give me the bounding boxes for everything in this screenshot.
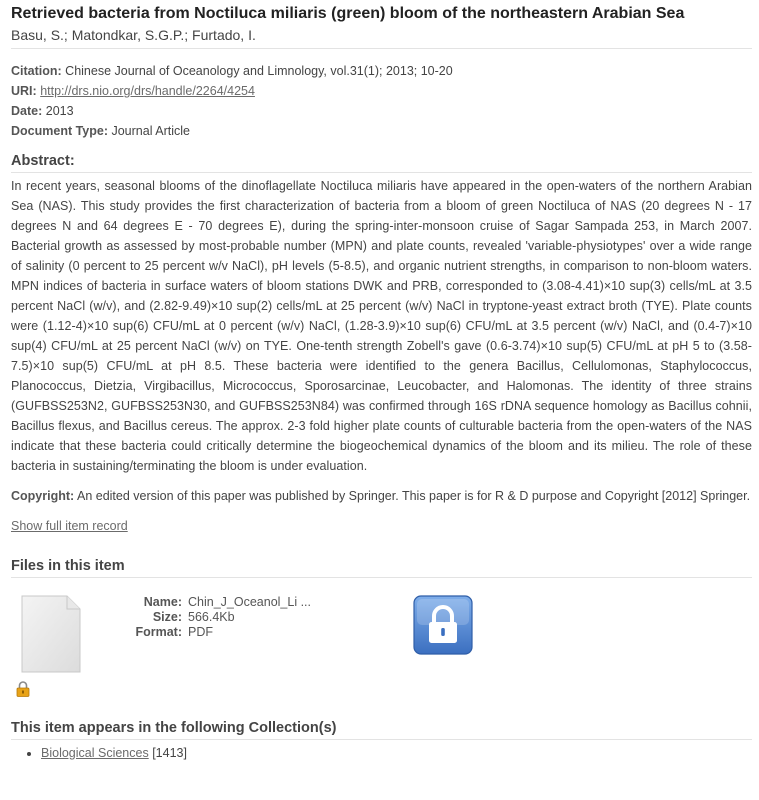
- divider: [11, 172, 752, 173]
- files-heading: Files in this item: [11, 558, 125, 574]
- file-format-value: PDF: [188, 625, 213, 639]
- item-title: Retrieved bacteria from Noctiluca miliaris (green) bloom of the northeastern Arabian Sea: [11, 5, 685, 22]
- collection-count: [1413]: [152, 746, 187, 760]
- file-size-row: [106, 610, 311, 625]
- citation-label: Citation:: [11, 64, 62, 78]
- file-info: [106, 595, 311, 640]
- doctype-label: Document Type:: [11, 124, 108, 138]
- show-full-record-link[interactable]: Show full item record: [11, 519, 128, 533]
- uri-label: URI:: [11, 84, 37, 98]
- date-row: [11, 101, 752, 121]
- citation-value: Chinese Journal of Oceanology and Limnology, vol.31(1); 2013; 10-20: [65, 64, 453, 78]
- item-authors: Basu, S.; Matondkar, S.G.P.; Furtado, I.: [11, 27, 256, 43]
- file-format-label: Format:: [135, 625, 182, 639]
- metadata-block: [11, 61, 752, 141]
- uri-row: [11, 81, 752, 101]
- collections-heading: This item appears in the following Collection(s): [11, 720, 337, 736]
- doctype-row: [11, 121, 752, 141]
- file-format-row: [106, 625, 311, 640]
- file-name-label: Name:: [143, 595, 182, 609]
- collection-link[interactable]: Biological Sciences: [41, 746, 149, 760]
- show-full-row: [11, 516, 752, 536]
- copyright-text: An edited version of this paper was published by Springer. This paper is for R & D purpose and Copyright [2012] Springer.: [76, 489, 751, 503]
- item-view: [11, 4, 752, 762]
- citation-row: [11, 61, 752, 81]
- document-thumbnail-icon[interactable]: [21, 595, 79, 671]
- padlock-icon: [16, 681, 30, 697]
- copyright-block: [11, 486, 752, 506]
- divider: [11, 48, 752, 49]
- file-entry: [11, 578, 752, 718]
- collections-list: [11, 744, 752, 762]
- doctype-value: Journal Article: [111, 124, 190, 138]
- copyright-label: Copyright:: [11, 489, 75, 503]
- divider: [11, 739, 752, 740]
- blue-lock-icon[interactable]: [413, 595, 473, 655]
- abstract-text: In recent years, seasonal blooms of the dinoflagellate Noctiluca miliaris have appeared in the open-waters of the northern Arabian Sea (NAS). This study provides the first characterization of bacteria from a bloom of green Noctiluca of NAS (20 degrees N - 17 degrees N and 64 degrees E - 70 degrees E), during the spring-inter-monsoon cruise of Sagar Sampada 253, in March 2007. Bacterial growth as assessed by most-probable number (MPN) and plate counts, revealed 'variable-physiotypes' over a wide range of salinity (0 percent to 25 percent w/v NaCl), pH levels (5-8.5), and organic nutrient strengths, in comparison to non-bloom waters. MPN indices of bacteria in surface waters of bloom stations DWK and PRB, corresponded to (3.08-4.41)×10 sup(3) cells/mL at 3.5 percent NaCl (w/v), and (2.82-9.49)×10 sup(2) cells/mL at 25 percent (w/v) NaCl in tryptone-yeast extract broth (TYE). Plate counts were (1.12-4)×10 sup(6) CFU/mL at 0 percent (w/v) NaCl, (1.28-3.9)×10 sup(6) CFU/mL at 3.5 percent (w/v) NaCl, and (0.4-7)×10 sup(4) CFU/mL at 25 percent NaCl (w/v) on TYE. One-tenth strength Zobell's gave (0.6-3.74)×10 sup(5) CFU/mL at pH 5 to (3.58-7.5)×10 sup(5) CFU/mL at pH 8.5. These bacteria were identified to the genera Bacillus, Cellulomonas, Staphylococcus, Planococcus, Dietzia, Virgibacillus, Micrococcus, Sporosarcinae, Leucobacter, and Halomonas. The identity of three strains (GUFBSS253N2, GUFBSS253N30, and GUFBSS253N84) was confirmed through 16S rDNA sequence homology as Bacillus cohnii, Bacillus flexus, and Bacillus cereus. The approx. 2-3 fold higher plate counts of culturable bacteria from the open-waters of the NAS indicate that these bacteria could critically determine the biogeochemical dynamics of the bloom and its milieu. The role of these bacteria in sustaining/terminating the bloom is under evaluation.: [11, 179, 752, 473]
- file-size-value: 566.4Kb: [188, 610, 235, 624]
- date-label: Date:: [11, 104, 43, 118]
- file-name-value: Chin_J_Oceanol_Li ...: [188, 595, 311, 609]
- abstract-heading: Abstract:: [11, 153, 75, 169]
- date-value: 2013: [45, 104, 74, 118]
- file-name-row: [106, 595, 311, 610]
- file-size-label: Size:: [152, 610, 182, 624]
- list-item: [41, 744, 752, 762]
- uri-link[interactable]: http://drs.nio.org/drs/handle/2264/4254: [40, 84, 255, 98]
